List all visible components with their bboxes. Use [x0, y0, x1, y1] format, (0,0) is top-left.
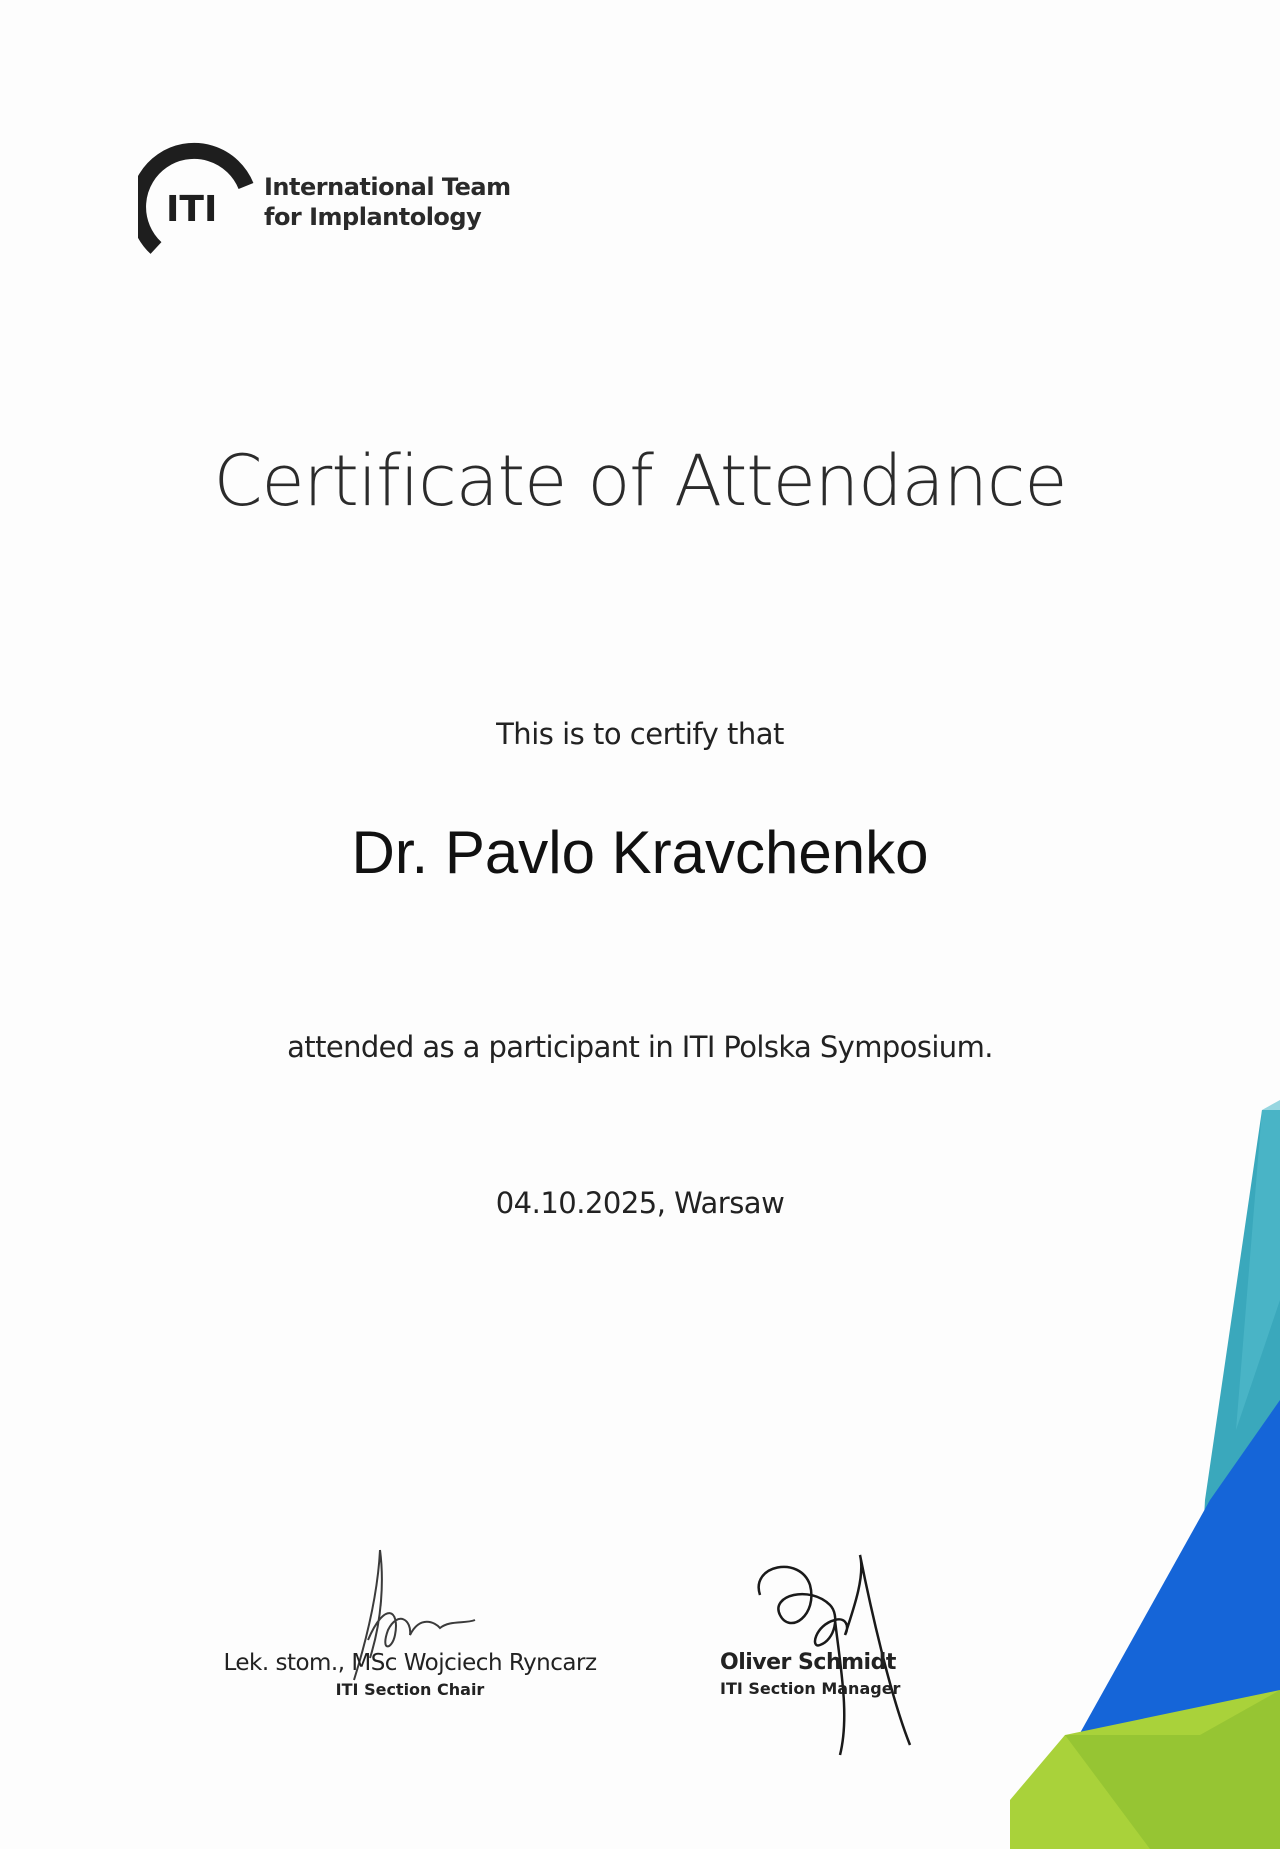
signature-block-manager [720, 1650, 940, 1698]
logo-wordmark [264, 172, 511, 232]
chair-role: ITI Section Chair [335, 1680, 485, 1699]
manager-name: Oliver Schmidt [720, 1650, 896, 1675]
logo-line-2: for Implantology [264, 203, 482, 231]
certificate-title: Certificate of Attendance [213, 440, 1067, 522]
chair-name: Lek. stom., MSc Wojciech Ryncarz [223, 1650, 597, 1676]
svg-text:ITI: ITI [166, 189, 218, 230]
signature-block-chair [200, 1650, 620, 1699]
certify-line: This is to certify that [496, 717, 784, 751]
iti-logo-icon [138, 138, 258, 258]
attendance-statement: attended as a participant in ITI Polska Symposium. [287, 1030, 993, 1064]
recipient-name: Dr. Pavlo Kravchenko [351, 819, 929, 886]
logo-line-1: International Team [264, 173, 511, 201]
manager-role: ITI Section Manager [720, 1679, 901, 1698]
date-place: 04.10.2025, Warsaw [495, 1186, 785, 1220]
iti-logo [138, 138, 511, 258]
